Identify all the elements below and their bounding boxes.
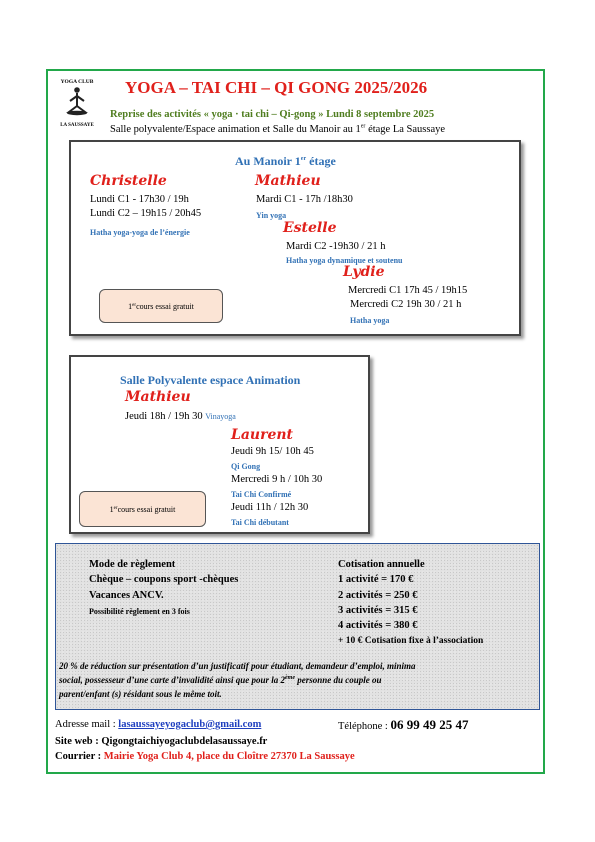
- website-url[interactable]: Qigongtaichiyogaclubdelasaussaye.fr: [101, 736, 268, 747]
- manoir-title: Au Manoir 1er étage: [235, 154, 336, 168]
- teacher-christelle: Christelle: [90, 173, 167, 189]
- page-title: YOGA – TAI CHI – QI GONG 2025/2026: [125, 78, 428, 97]
- yoga-club-logo: [55, 76, 99, 130]
- laurent-style3: Tai Chi débutant: [231, 518, 289, 527]
- reduction-line1: 20 % de réduction sur présentation d’un justificatif pour étudiant, demandeur d’emploi, minima: [59, 661, 416, 671]
- payment-mode-line3: Possibilité règlement en 3 fois: [89, 607, 190, 616]
- polyvalente-title: Salle Polyvalente espace Animation: [120, 373, 301, 387]
- teacher-lydie: Lydie: [343, 264, 385, 280]
- mathieu-line1: Mardi C1 - 17h /18h30: [256, 194, 353, 205]
- reprise-line: Reprise des activités « yoga · tai chi – Qi-gong » Lundi 8 septembre 2025: [110, 109, 435, 120]
- courrier-row: Courrier : Mairie Yoga Club 4, place du Cloître 27370 La Saussaye: [55, 751, 355, 762]
- lydie-line2: Mercredi C2 19h 30 / 21 h: [350, 299, 462, 310]
- estelle-style: Hatha yoga dynamique et soutenu: [286, 256, 403, 265]
- laurent-style1: Qi Gong: [231, 462, 261, 471]
- free-trial-badge-polyvalente: 1 er cours essai gratuit: [79, 491, 206, 527]
- reduction-line3: parent/enfant (s) résidant sous le même toit.: [59, 689, 222, 699]
- lydie-style: Hatha yoga: [350, 316, 390, 325]
- payment-mode-title: Mode de règlement: [89, 559, 176, 570]
- cotisation-title: Cotisation annuelle: [338, 559, 425, 570]
- mathieu-polyvalente-style: Vinayoga: [205, 412, 236, 421]
- logo-text-bottom: LA SAUSSAYE: [60, 123, 94, 128]
- laurent-line1: Jeudi 9h 15/ 10h 45: [231, 446, 314, 457]
- teacher-laurent: Laurent: [231, 427, 294, 443]
- postal-address: Mairie Yoga Club 4, place du Cloître 27370 La Saussaye: [103, 751, 355, 762]
- cotisation-fixe: + 10 € Cotisation fixe à l’association: [338, 636, 484, 646]
- teacher-mathieu-polyvalente: Mathieu: [125, 389, 191, 405]
- website-row: Site web : Qigongtaichiyogaclubdelasaussaye.fr: [55, 736, 268, 747]
- payment-mode-line2: Vacances ANCV.: [89, 590, 164, 601]
- phone-row: Téléphone : 06 99 49 25 47: [338, 717, 469, 732]
- christelle-line2: Lundi C2 – 19h15 / 20h45: [90, 208, 202, 219]
- mail-row: Adresse mail : lasaussayeyogaclub@gmail.com: [55, 719, 262, 730]
- cotisation-3: 3 activités = 315 €: [338, 605, 418, 616]
- phone-number: 06 99 49 25 47: [390, 717, 469, 732]
- mathieu-style: Yin yoga: [256, 211, 287, 220]
- teacher-estelle: Estelle: [283, 220, 337, 236]
- laurent-style2: Tai Chi Confirmé: [231, 490, 292, 499]
- laurent-line2: Mercredi 9 h / 10h 30: [231, 474, 323, 485]
- payment-mode-line1: Chèque – coupons sport -chèques: [89, 574, 239, 585]
- cotisation-4: 4 activités = 380 €: [338, 620, 418, 631]
- free-trial-badge-manoir: 1 er cours essai gratuit: [99, 289, 223, 323]
- christelle-style: Hatha yoga-yoga de l’énergie: [90, 228, 190, 237]
- laurent-line3: Jeudi 11h / 12h 30: [231, 502, 309, 513]
- christelle-line1: Lundi C1 - 17h30 / 19h: [90, 194, 189, 205]
- logo-text-top: YOGA CLUB: [60, 79, 94, 85]
- salles-line: Salle polyvalente/Espace animation et Salle du Manoir au 1er étage La Saussaye: [110, 123, 446, 135]
- reduction-line2: social, possesseur d’une carte d’invalidité ainsi que pour la 2ème personne du couple ou: [59, 675, 382, 685]
- teacher-mathieu: Mathieu: [255, 173, 321, 189]
- estelle-line1: Mardi C2 -19h30 / 21 h: [286, 241, 386, 252]
- mathieu-polyvalente-line1: Jeudi 18h / 19h 30 Vinayoga: [125, 411, 236, 422]
- cotisation-2: 2 activités = 250 €: [338, 590, 418, 601]
- cotisation-1: 1 activité = 170 €: [338, 574, 414, 585]
- mail-link[interactable]: lasaussayeyogaclub@gmail.com: [118, 719, 262, 730]
- lydie-line1: Mercredi C1 17h 45 / 19h15: [348, 285, 468, 296]
